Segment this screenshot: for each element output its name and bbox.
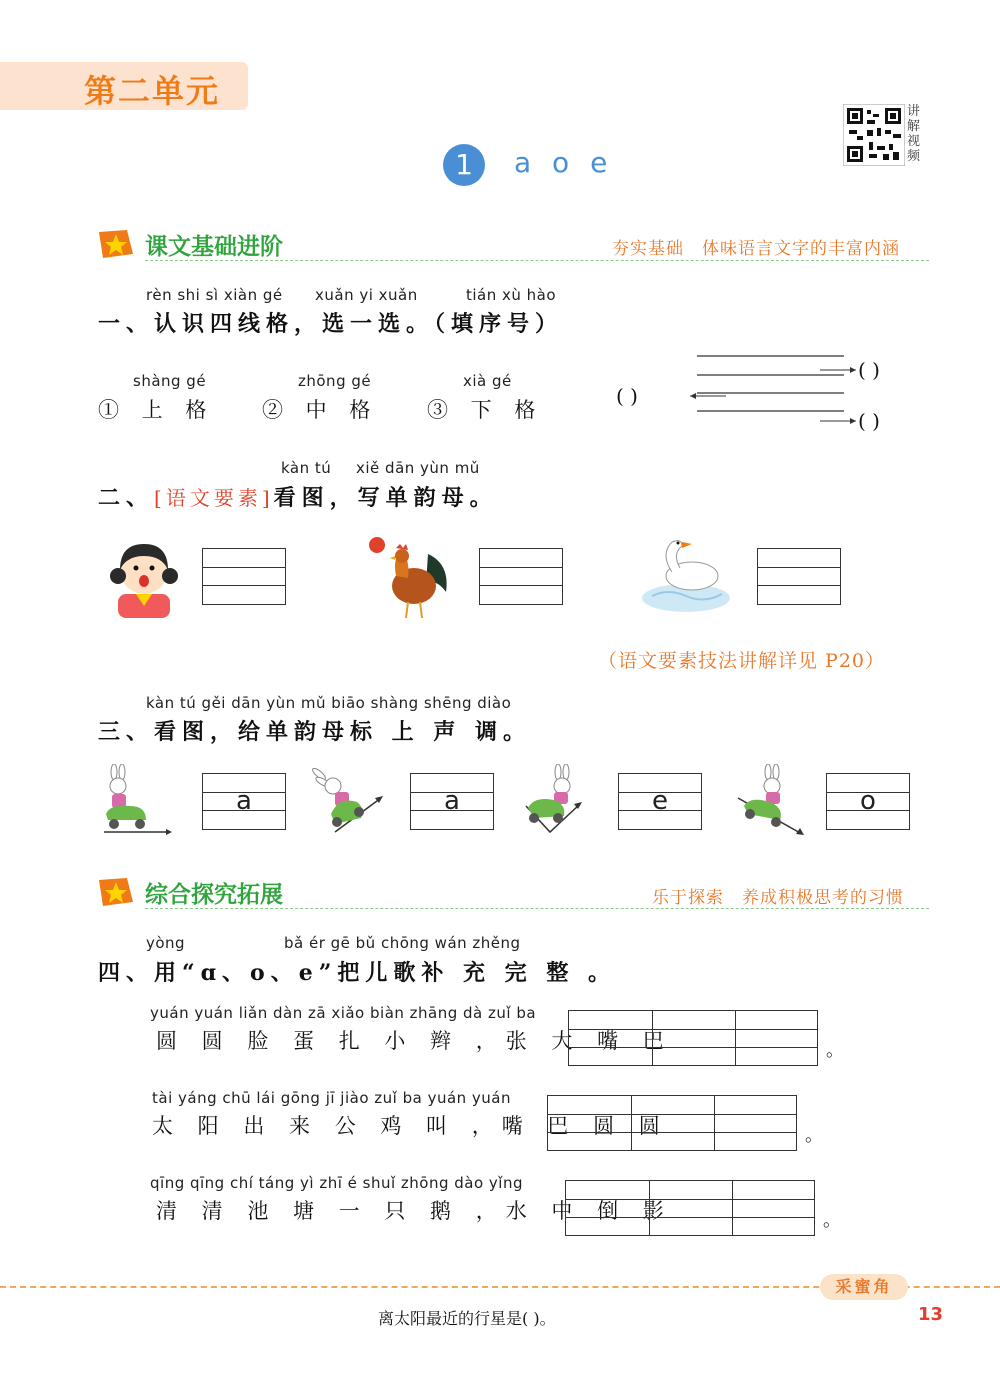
q4-line2-answer-grid[interactable] [547,1095,797,1151]
rabbit-rising-tone-image [305,764,387,838]
rabbit-flat-tone-image [100,764,176,838]
q3-text: 三、看图，给单韵母标 上 声 调。 [98,719,531,745]
q1-option3-pinyin: xià gé [463,372,512,390]
q1-option2-pinyin: zhōng gé [298,372,372,390]
write-box-girl[interactable] [202,548,286,605]
write-box-goose[interactable] [757,548,841,605]
star-flag-icon [97,876,133,908]
q1-option1-pinyin: shàng gé [133,372,207,390]
q1-answer-bracket-top[interactable]: ( ) [858,358,880,382]
q2-text-row [98,481,498,512]
section-slogan-explore: 乐于探索 养成积极思考的习惯 [652,888,904,908]
rabbit-dipping-tone-image [520,764,592,838]
star-flag-icon [97,228,133,260]
q4-line3-answer-grid[interactable] [565,1180,815,1236]
q1-option3: ③ 下 格 [427,398,544,422]
q4-line2-pinyin: tài yáng chū lái gōng jī jiào zuǐ ba yuán yuán [152,1089,511,1107]
section-divider [145,260,929,261]
tone-letter-e: e [652,786,668,816]
q4-line3-text: 清 清 池 塘 一 只 鹅 ，水 中 倒 影 [156,1199,673,1223]
footer-question: 离太阳最近的行星是( )。 [378,1309,556,1328]
tone-box-o[interactable] [826,773,910,830]
lesson-title: a o e [514,146,614,179]
q1-option1: ① 上 格 [98,398,215,422]
tone-letter-a-1: a [236,786,252,816]
page-number: 13 [918,1304,944,1325]
section-title-basic: 课文基础进阶 [145,234,283,260]
q2-reference-note: （语文要素技法讲解详见 P20） [598,650,886,672]
q4-pinyin-b: bǎ ér gē bǔ chōng wán zhěng [284,934,521,952]
q2-text: 看图，写单韵母。 [273,485,498,511]
q3-pinyin: kàn tú gěi dān yùn mǔ biāo shàng shēng diào [146,694,512,712]
q4-line1-answer-grid[interactable] [568,1010,818,1066]
q4-line1-pinyin: yuán yuán liǎn dàn zā xiǎo biàn zhāng dà zuǐ ba [150,1004,537,1022]
q4-text: 四、用“ɑ、o、e”把儿歌补 充 完 整 。 [98,960,616,986]
q2-tag: [语文要素] [154,486,274,510]
unit-header [0,62,248,110]
q4-line2-text: 太 阳 出 来 公 鸡 叫 ，嘴 巴 圆 圆 [152,1114,669,1138]
q4-pinyin-a: yòng [146,934,186,952]
q4-line2-end: 。 [805,1125,823,1146]
q4-line1-text: 圆 圆 脸 蛋 扎 小 辫 ，张 大 嘴 巴 [156,1029,673,1053]
q1-option2: ② 中 格 [262,398,379,422]
qr-video-label: 讲解视频 [907,104,921,164]
lesson-number: 1 [443,144,485,186]
qr-code-icon[interactable] [843,104,905,166]
footer-tag: 采蜜角 [820,1274,908,1300]
q4-line3-end: 。 [823,1210,841,1231]
q1-answer-bracket-mid[interactable]: ( ) [616,384,638,408]
section-divider [145,908,929,909]
q4-line3-pinyin: qīng qīng chí táng yì zhī é shuǐ zhōng dào yǐng [150,1174,524,1192]
girl-singing-image [104,536,184,618]
q2-pinyin-b: xiě dān yùn mǔ [356,459,480,477]
write-box-rooster[interactable] [479,548,563,605]
goose-image [638,532,734,616]
q2-prefix: 二、 [98,485,155,511]
four-line-diagram [612,348,942,438]
tone-letter-a-2: a [444,786,460,816]
section-title-explore: 综合探究拓展 [145,882,283,908]
tone-box-a-1[interactable] [202,773,286,830]
q1-pinyin-c: tián xù hào [466,286,557,304]
rabbit-falling-tone-image [730,764,810,838]
tone-box-a-2[interactable] [410,773,494,830]
tone-letter-o: o [860,786,876,816]
q1-answer-bracket-bottom[interactable]: ( ) [858,409,880,433]
q2-pinyin-a: kàn tú [281,459,332,477]
q4-line1-end: 。 [826,1040,844,1061]
rooster-image [366,534,452,622]
q1-text: 一、认识四线格，选一选。（填序号） [98,311,564,337]
tone-box-e[interactable] [618,773,702,830]
q1-pinyin-b: xuǎn yi xuǎn [315,286,418,304]
section-slogan-basic: 夯实基础 体味语言文字的丰富内涵 [612,239,900,259]
q1-pinyin-a: rèn shi sì xiàn gé [146,286,283,304]
unit-title: 第二单元 [84,72,221,110]
